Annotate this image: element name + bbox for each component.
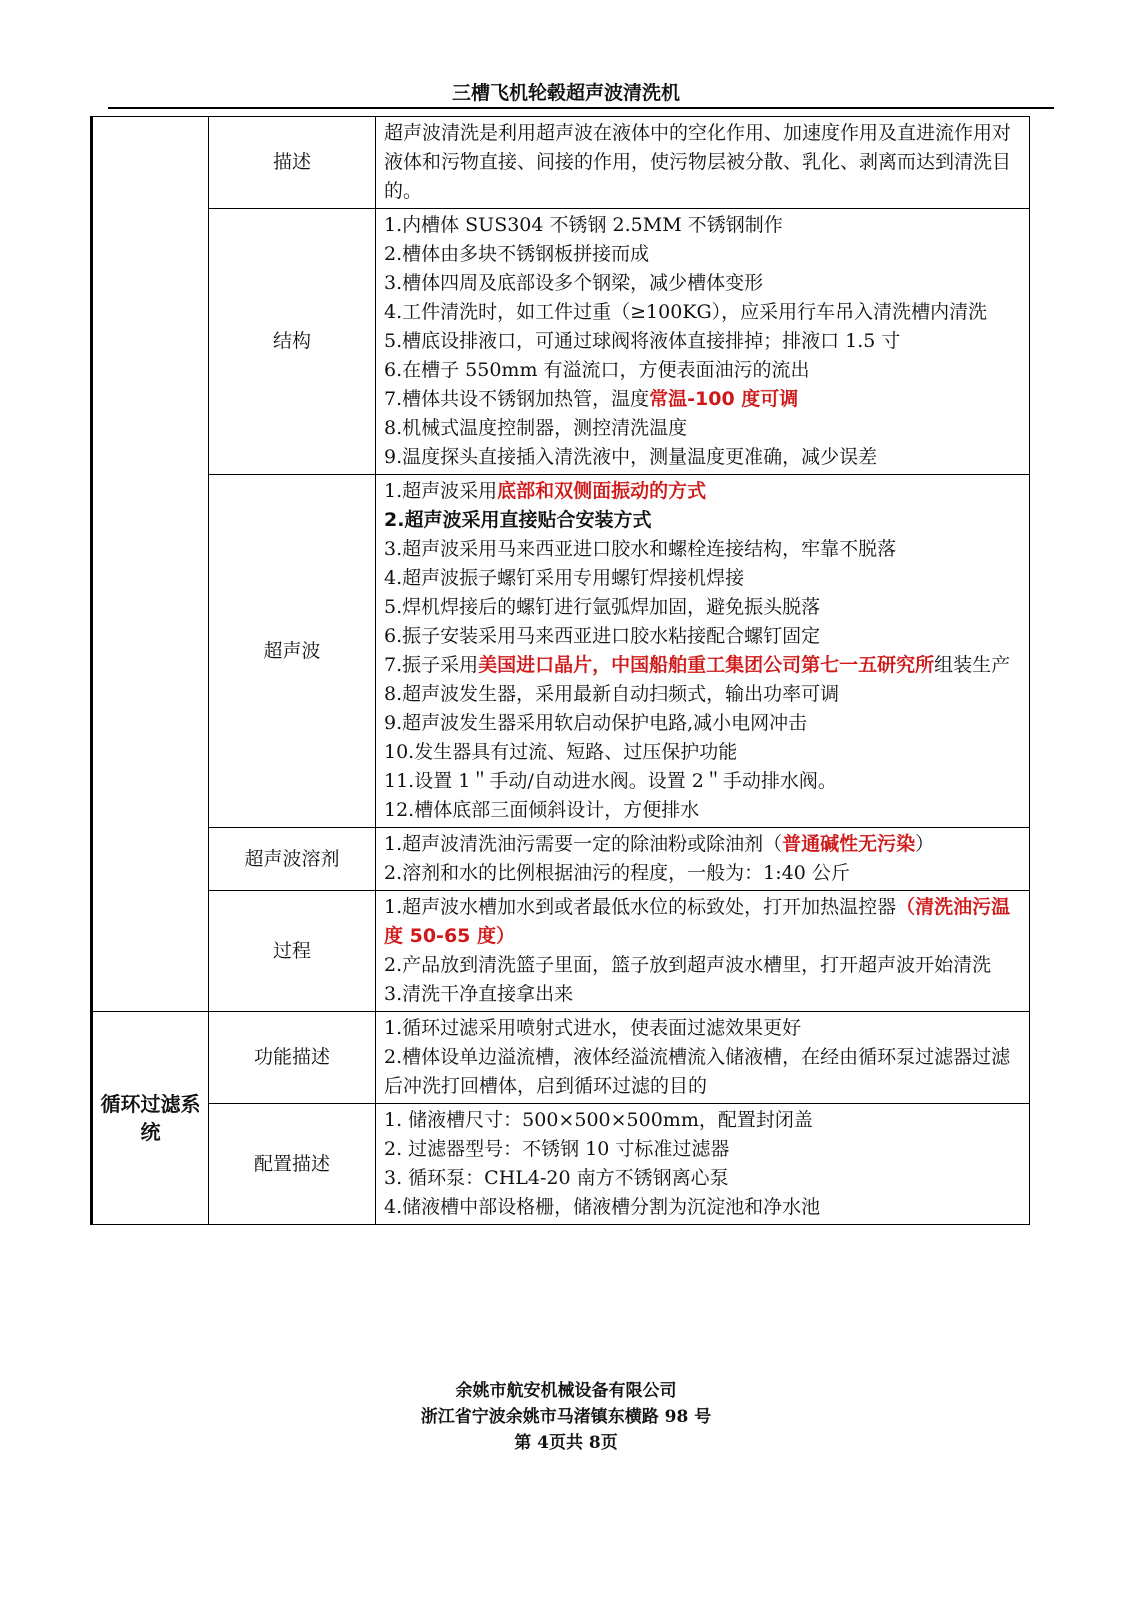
spec-row: [92, 828, 1030, 891]
content-line: [384, 477, 1023, 506]
body-text: 3.超声波采用马来西亚进口胶水和螺栓连接结构，牢靠不脱落: [384, 538, 897, 560]
page-number: 第 4页共 8页: [514, 1433, 618, 1453]
body-text: 2. 过滤器型号：不锈钢 10 寸标准过滤器: [384, 1138, 730, 1160]
content-line: [384, 859, 1023, 888]
content-line: [384, 767, 1023, 796]
body-text: 超声波清洗是利用超声波在液体中的空化作用、加速度作用及直进流作用对液体和污物直接、间接的作用，使污物层被分散、乳化、剥离而达到清洗目的。: [384, 122, 1012, 202]
content-line: [384, 651, 1023, 680]
body-text: 4.储液槽中部设格栅，储液槽分割为沉淀池和净水池: [384, 1196, 821, 1218]
item-label: 超声波: [209, 475, 376, 828]
item-label: 超声波溶剂: [209, 828, 376, 891]
content-line: [384, 1014, 1023, 1043]
content-line: [384, 830, 1023, 859]
content-line: [384, 443, 1023, 472]
content-line: [384, 269, 1023, 298]
item-label: 过程: [209, 891, 376, 1012]
body-text: 5.焊机焊接后的螺钉进行氩弧焊加固，避免振头脱落: [384, 596, 821, 618]
content-line: [384, 796, 1023, 825]
body-text: 2.槽体由多块不锈钢板拼接而成: [384, 243, 650, 265]
content-line: [384, 119, 1023, 206]
spec-table: [90, 116, 1030, 1225]
content-line: [384, 356, 1023, 385]
item-content: [376, 1104, 1030, 1225]
spec-row: [92, 209, 1030, 475]
body-text: 1.超声波清洗油污需要一定的除油粉或除油剂（: [384, 833, 783, 855]
section-cell: [92, 1012, 209, 1225]
content-line: [384, 709, 1023, 738]
content-line: [384, 1193, 1023, 1222]
spec-row: [92, 891, 1030, 1012]
body-text: 1. 储液槽尺寸：500×500×500mm，配置封闭盖: [384, 1109, 813, 1131]
body-text: 3. 循环泵：CHL4-20 南方不锈钢离心泵: [384, 1167, 729, 1189]
content-line: [384, 506, 1023, 535]
body-text: 3.槽体四周及底部设多个钢梁，减少槽体变形: [384, 272, 764, 294]
body-text: ）: [915, 833, 935, 855]
content-line: [384, 414, 1023, 443]
body-text: 3.清洗干净直接拿出来: [384, 983, 574, 1005]
body-text: 7.槽体共设不锈钢加热管，温度: [384, 388, 650, 410]
content-line: [384, 951, 1023, 980]
content-line: [384, 1106, 1023, 1135]
body-text: 10.发生器具有过流、短路、过压保护功能: [384, 741, 738, 763]
footer-company: 余姚市航安机械设备有限公司: [455, 1381, 677, 1401]
item-label: 描述: [209, 117, 376, 209]
highlight-text: （清洗油污温度 50-65 度）: [384, 896, 1011, 947]
item-content: [376, 1012, 1030, 1104]
document-title: 三槽飞机轮毂超声波清洗机: [451, 82, 680, 104]
body-text: 8.机械式温度控制器，测控清洗温度: [384, 417, 688, 439]
item-content: [376, 209, 1030, 475]
item-label: 配置描述: [209, 1104, 376, 1225]
item-content: [376, 828, 1030, 891]
content-line: [384, 1135, 1023, 1164]
body-text: 1.超声波采用: [384, 480, 498, 502]
body-text: 4.超声波振子螺钉采用专用螺钉焊接机焊接: [384, 567, 745, 589]
body-text: 9.超声波发生器采用软启动保护电路,减小电网冲击: [384, 712, 808, 734]
content-line: [384, 893, 1023, 951]
section-label: 循环过滤系统: [100, 1092, 201, 1144]
body-text: 6.振子安装采用马来西亚进口胶水粘接配合螺钉固定: [384, 625, 821, 647]
body-text: 1.循环过滤采用喷射式进水，使表面过滤效果更好: [384, 1017, 802, 1039]
body-text: 组装生产: [934, 654, 1011, 676]
spec-row: [92, 475, 1030, 828]
section-cell: [92, 117, 209, 1012]
body-text: 2.槽体设单边溢流槽，液体经溢流槽流入储液槽，在经由循环泵过滤器过滤后冲洗打回槽体，启到循环过滤的目的: [384, 1046, 1011, 1097]
content-line: [384, 385, 1023, 414]
item-label: 结构: [209, 209, 376, 475]
footer-address: 浙江省宁波余姚市马渚镇东横路 98 号: [420, 1407, 712, 1427]
content-line: [384, 738, 1023, 767]
spec-row: [92, 117, 1030, 209]
body-text: 5.槽底设排液口，可通过球阀将液体直接排掉；排液口 1.5 寸: [384, 330, 901, 352]
content-line: [384, 622, 1023, 651]
body-text: 12.槽体底部三面倾斜设计，方便排水: [384, 799, 700, 821]
body-text: 6.在槽子 550mm 有溢流口，方便表面油污的流出: [384, 359, 810, 381]
spec-row: [92, 1012, 1030, 1104]
content-line: [384, 980, 1023, 1009]
content-line: [384, 327, 1023, 356]
item-content: [376, 891, 1030, 1012]
body-text: 1.超声波水槽加水到或者最低水位的标致处，打开加热温控器: [384, 896, 897, 918]
item-label: 功能描述: [209, 1012, 376, 1104]
content-line: [384, 593, 1023, 622]
highlight-text: 普通碱性无污染: [782, 833, 916, 855]
highlight-text: 美国进口晶片，中国船舶重工集团公司第七一五研究所: [478, 654, 935, 676]
content-line: [384, 1043, 1023, 1101]
body-text: 9.温度探头直接插入清洗液中，测量温度更准确，减少误差: [384, 446, 878, 468]
item-content: [376, 117, 1030, 209]
content-line: [384, 240, 1023, 269]
body-text: 8.超声波发生器，采用最新自动扫频式，输出功率可调: [384, 683, 840, 705]
body-text: 2.超声波采用直接贴合安装方式: [384, 509, 652, 531]
body-text: 11.设置 1＂手动/自动进水阀。设置 2＂手动排水阀。: [384, 770, 837, 792]
body-text: 2.溶剂和水的比例根据油污的程度，一般为：1:40 公斤: [384, 862, 850, 884]
content-line: [384, 564, 1023, 593]
content-line: [384, 211, 1023, 240]
highlight-text: 底部和双侧面振动的方式: [497, 480, 707, 502]
content-line: [384, 1164, 1023, 1193]
body-text: 7.振子采用: [384, 654, 479, 676]
spec-row: [92, 1104, 1030, 1225]
body-text: 1.内槽体 SUS304 不锈钢 2.5MM 不锈钢制作: [384, 214, 783, 236]
content-line: [384, 298, 1023, 327]
body-text: 4.工件清洗时，如工件过重（≥100KG），应采用行车吊入清洗槽内清洗: [384, 301, 988, 323]
highlight-text: 常温-100 度可调: [649, 388, 799, 410]
body-text: 2.产品放到清洗篮子里面，篮子放到超声波水槽里，打开超声波开始清洗: [384, 954, 992, 976]
content-line: [384, 535, 1023, 564]
content-line: [384, 680, 1023, 709]
header-divider: [108, 107, 1054, 109]
item-content: [376, 475, 1030, 828]
